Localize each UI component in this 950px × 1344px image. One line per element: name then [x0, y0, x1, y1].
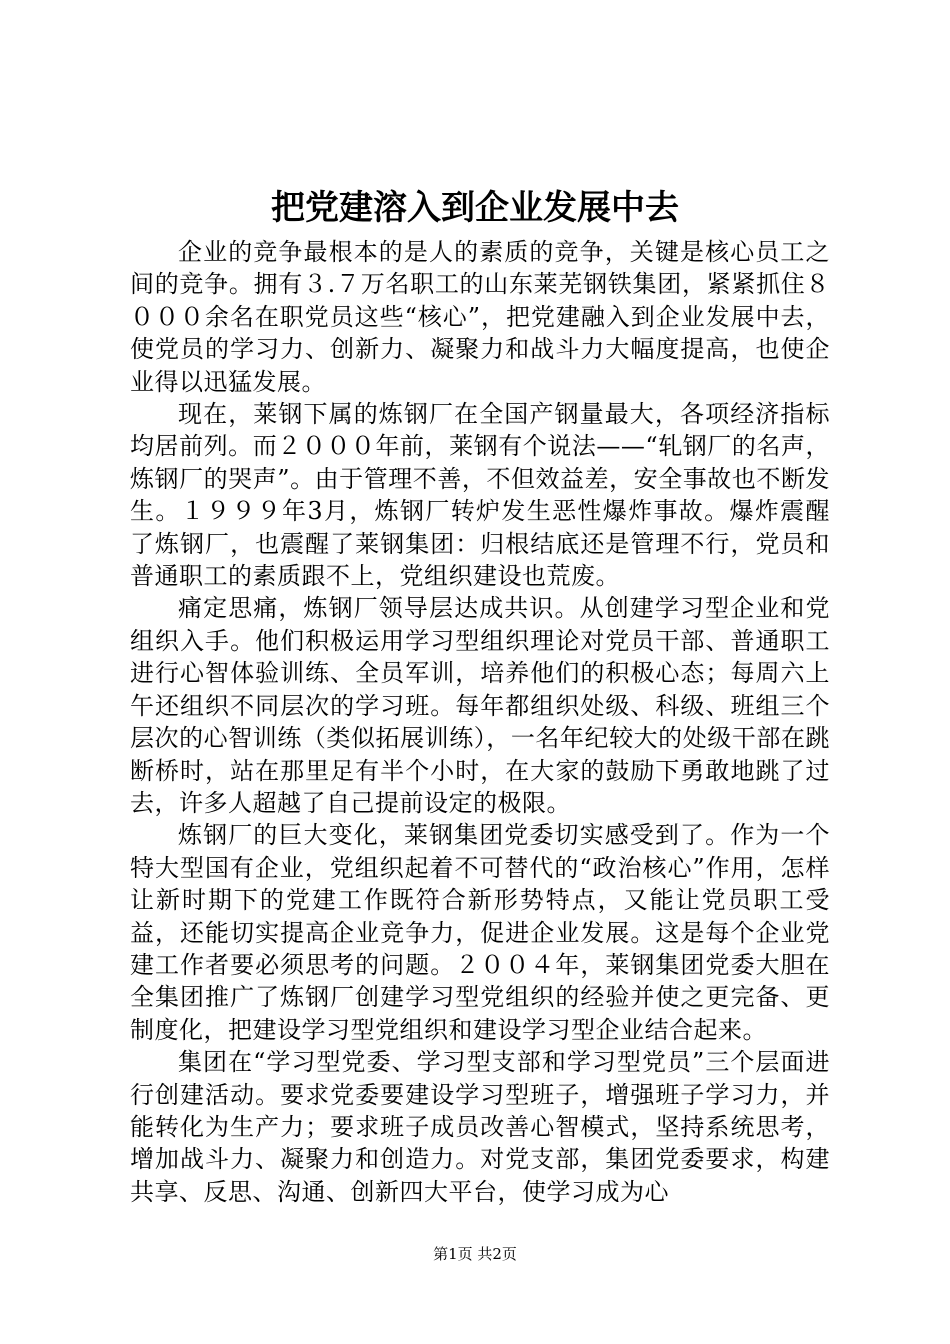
paragraph: 痛定思痛，炼钢厂领导层达成共识。从创建学习型企业和党组织入手。他们积极运用学习型组织理论对党员干部、普通职工进行心智体验训练、全员军训，培养他们的积极心态；每周六上午还组织不同层次的学习班。每年都组织处级、科级、班组三个层次的心智训练（类似拓展训练），一名年纪较大的处级干部在跳断桥时，站在那里足有半个小时，在大家的鼓励下勇敢地跳了过去，许多人超越了自己提前设定的极限。	[130, 594, 830, 817]
paragraph: 炼钢厂的巨大变化，莱钢集团党委切实感受到了。作为一个特大型国有企业，党组织起着不可替代的“政治核心”作用，怎样让新时期下的党建工作既符合新形势特点，又能让党员职工受益，还能切实提高企业竞争力，促进企业发展。这是每个企业党建工作者要必须思考的问题。２００４年，莱钢集团党委大胆在全集团推广了炼钢厂创建学习型党组织的经验并使之更完备、更制度化，把建设学习型党组织和建设学习型企业结合起来。	[130, 821, 830, 1044]
document-body	[130, 236, 830, 1208]
document-title: 把党建溶入到企业发展中去	[271, 188, 679, 228]
paragraph: 集团在“学习型党委、学习型支部和学习型党员”三个层面进行创建活动。要求党委要建设学习型班子，增强班子学习力，并能转化为生产力；要求班子成员改善心智模式，坚持系统思考，增加战斗力、凝聚力和创造力。对党支部，集团党委要求，构建共享、反思、沟通、创新四大平台，使学习成为心	[130, 1048, 830, 1206]
paragraph: 企业的竞争最根本的是人的素质的竞争，关键是核心员工之间的竞争。拥有３.７万名职工的山东莱芜钢铁集团，紧紧抓住８０００余名在职党员这些“核心”，把党建融入到企业发展中去，使党员的学习力、创新力、凝聚力和战斗力大幅度提高，也使企业得以迅猛发展。	[130, 238, 830, 396]
paragraph: 现在，莱钢下属的炼钢厂在全国产钢量最大，各项经济指标均居前列。而２０００年前，莱钢有个说法——“轧钢厂的名声，炼钢厂的哭声”。由于管理不善，不但效益差，安全事故也不断发生。１９９９年3月，炼钢厂转炉发生恶性爆炸事故。爆炸震醒了炼钢厂，也震醒了莱钢集团：归根结底还是管理不行，党员和普通职工的素质跟不上，党组织建设也荒废。	[130, 400, 830, 591]
page-indicator: 第1页 共2页	[433, 1245, 517, 1263]
